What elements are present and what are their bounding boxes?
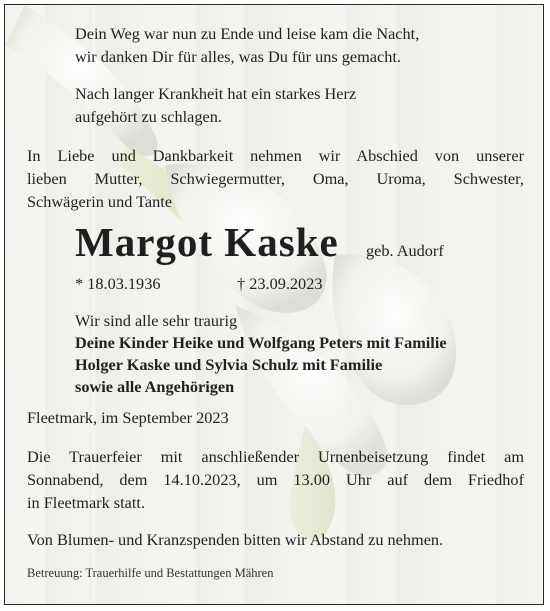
farewell-line: In Liebe und Dankbarkeit nehmen wir Abschied von unserer (27, 146, 524, 165)
illness-line: aufgehört zu schlagen. (75, 107, 222, 126)
illness-line: Nach langer Krankheit hat ein starkes Herz (75, 84, 357, 103)
death-date: † 23.09.2023 (237, 274, 323, 293)
farewell-line: lieben Mutter, Schwiegermutter, Oma, Uroma, Schwester, (27, 169, 524, 188)
mourners-intro: Wir sind alle sehr traurig (75, 311, 238, 330)
verse-line: wir danken Dir für alles, was Du für uns gemacht. (75, 47, 401, 66)
flower-request: Von Blumen- und Kranzspenden bitten wir Abstand zu nehmen. (27, 530, 444, 549)
farewell-line: Schwägerin und Tante (27, 192, 173, 211)
birth-date: * 18.03.1936 (75, 274, 161, 293)
birth-name: geb. Audorf (366, 241, 444, 260)
mourner-line: sowie alle Angehörigen (75, 377, 235, 396)
funeral-line: in Fleetmark statt. (27, 493, 146, 512)
place-date: Fleetmark, im September 2023 (27, 408, 229, 427)
funeral-home-credit: Betreuung: Trauerhilfe und Bestattungen Mähren (27, 566, 274, 580)
obituary-notice (4, 4, 544, 605)
funeral-line: Die Trauerfeier mit anschließender Urnenbeisetzung findet am (27, 447, 524, 466)
deceased-name: Margot Kaske (75, 219, 339, 265)
mourner-line: Deine Kinder Heike und Wolfgang Peters mit Familie (75, 333, 447, 352)
mourner-line: Holger Kaske und Sylvia Schulz mit Familie (75, 355, 383, 374)
funeral-line: Sonnabend, dem 14.10.2023, um 13.00 Uhr auf dem Friedhof (27, 470, 524, 489)
verse-line: Dein Weg war nun zu Ende und leise kam die Nacht, (75, 24, 420, 43)
